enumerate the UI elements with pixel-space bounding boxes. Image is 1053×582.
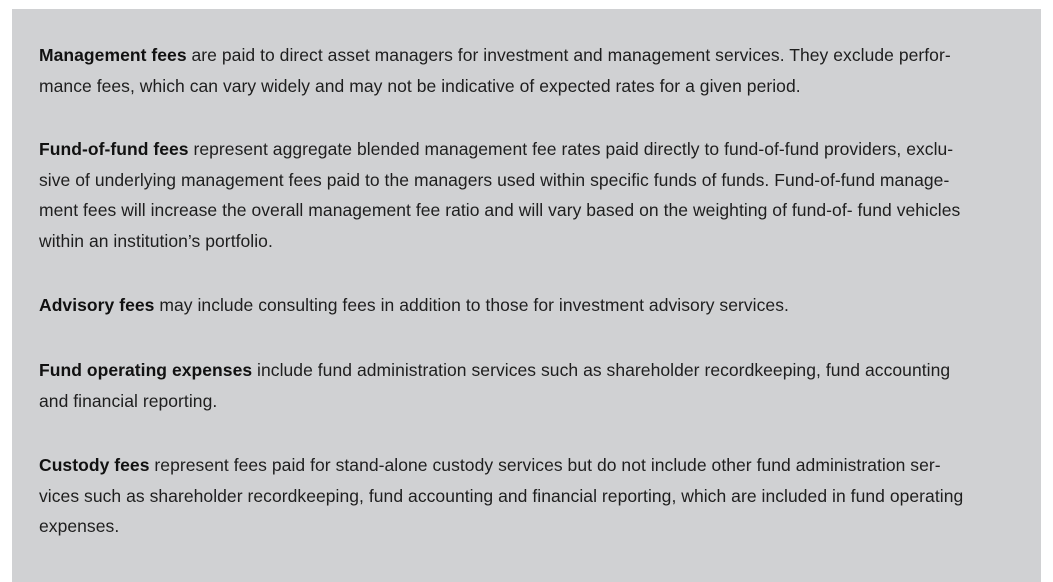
definition-line [39, 134, 1024, 165]
definition-term: Management fees [39, 45, 187, 65]
definition-management-fees [39, 40, 1024, 101]
definition-term: Fund operating expenses [39, 360, 253, 380]
definition-text: represent fees paid for stand-alone custody services but do not include other fund administration ser- [149, 455, 941, 475]
definition-line: expenses. [39, 516, 120, 536]
definition-term: Fund-of-fund fees [39, 139, 189, 159]
definition-line: within an institution’s portfolio. [39, 230, 273, 251]
definition-line: mance fees, which can vary widely and may not be indicative of expected rates for a given period. [39, 75, 801, 96]
definition-custody-fees [39, 450, 1024, 542]
definition-text: are paid to direct asset managers for investment and management services. They exclude perfor- [186, 45, 951, 65]
definition-line [39, 290, 1024, 321]
definition-line: ment fees will increase the overall management fee ratio and will vary based on the weighting of fund-of- fund vehicles [39, 200, 961, 220]
definition-line: and financial reporting. [39, 390, 218, 411]
definition-advisory-fees [39, 290, 1024, 321]
definition-text: may include consulting fees in addition to those for investment advisory services. [154, 295, 789, 315]
definition-text: represent aggregate blended management fee rates paid directly to fund-of-fund providers, exclu- [188, 139, 954, 159]
definition-fund-operating-expenses [39, 355, 1024, 416]
fee-definitions-panel [12, 9, 1041, 582]
definition-line [39, 450, 1024, 481]
definition-line: sive of underlying management fees paid to the managers used within specific funds of funds. Fund-of-fund manage- [39, 169, 950, 190]
definition-line [39, 40, 1024, 71]
definition-term: Custody fees [39, 455, 150, 475]
definition-line [39, 355, 1024, 386]
definition-line: vices such as shareholder recordkeeping, fund accounting and financial reporting, which are included in fund operating [39, 485, 964, 506]
definition-fund-of-fund-fees [39, 134, 1024, 256]
definition-term: Advisory fees [39, 295, 155, 315]
definition-text: include fund administration services such as shareholder recordkeeping, fund accounting [252, 360, 951, 380]
